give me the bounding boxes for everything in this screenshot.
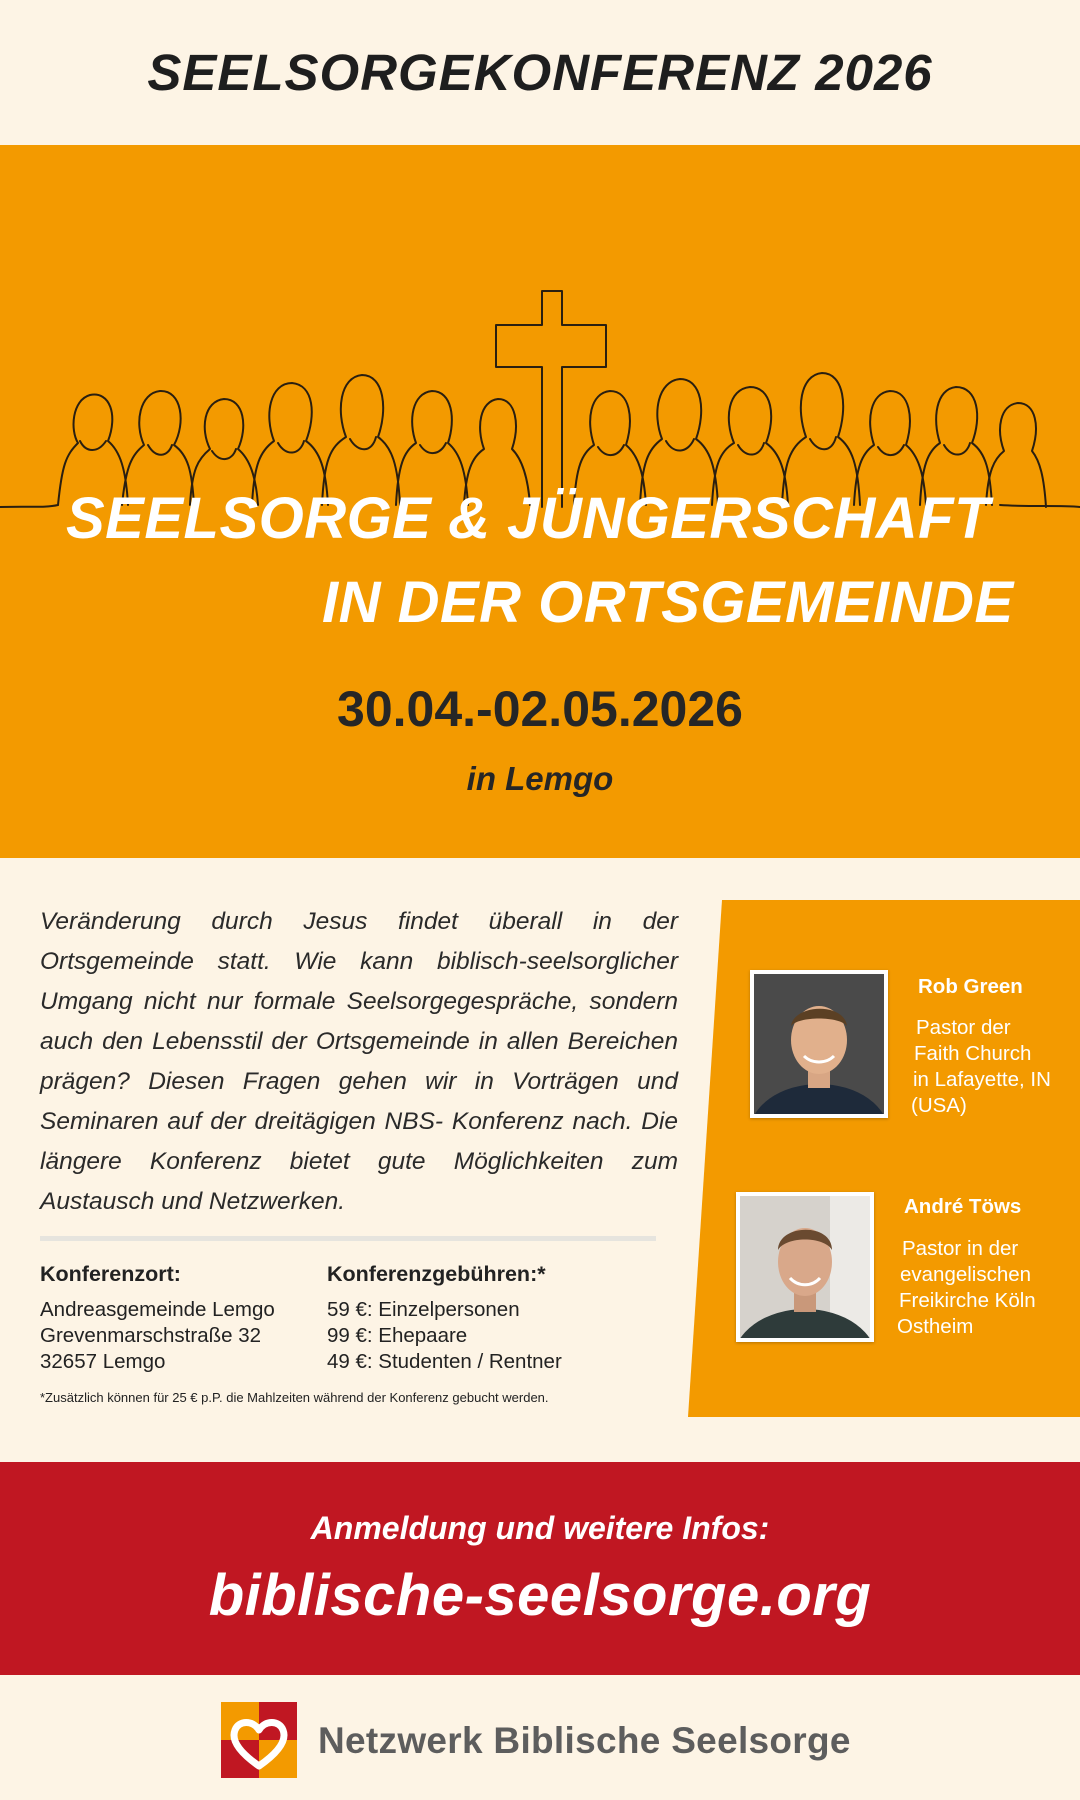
speaker-photo-rob-green: [750, 970, 888, 1118]
page-title: SEELSORGEKONFERENZ 2026: [147, 44, 933, 101]
venue-line: Grevenmarschstraße 32: [40, 1324, 262, 1347]
conference-location: in Lemgo: [466, 760, 614, 797]
speaker-bio-line: in Lafayette, IN: [913, 1068, 1051, 1091]
speaker-bio-line: Faith Church: [914, 1042, 1032, 1065]
speaker-bio-line: Ostheim: [897, 1315, 974, 1338]
organization-footer: [0, 1700, 1080, 1780]
speaker-bio-line: Freikirche Köln: [899, 1289, 1036, 1312]
fee-line: 59 €: Einzelpersonen: [327, 1298, 520, 1321]
intro-text: Veränderung durch Jesus findet überall in der Ortsgemeinde statt. Wie kann biblisch-seelsorglicher Umgang nicht nur formale Seelsorgegespräche, sondern auch den Lebensstil der Ortsgemeinde in allen Bereichen prägen? Diesen Fragen gehen wir in Vorträgen und Seminaren auf der dreitägigen NBS- Konferenz nach. Die längere Konferenz bietet gute Möglichkeiten zum Austausch und Netzwerken.: [40, 908, 678, 1215]
fee-line: 99 €: Ehepaare: [327, 1324, 468, 1347]
speaker-bio-line: Pastor der: [916, 1016, 1011, 1039]
speaker-bio-line: Pastor in der: [902, 1237, 1019, 1260]
fee-line: 49 €: Studenten / Rentner: [327, 1350, 562, 1373]
fees-info: [327, 1262, 667, 1375]
meal-footnote: *Zusätzlich können für 25 € p.P. die Mahlzeiten während der Konferenz gebucht werden.: [40, 1390, 549, 1405]
speaker-photo-andre-toews: [736, 1192, 874, 1342]
hero-banner: [0, 145, 1080, 858]
registration-link[interactable]: biblische-seelsorge.org: [208, 1563, 872, 1628]
heart-cross-logo-icon: [221, 1702, 297, 1778]
registration-label: Anmeldung und weitere Infos:: [310, 1510, 770, 1546]
speaker-name: Rob Green: [918, 975, 1023, 998]
venue-heading: Konferenzort:: [40, 1262, 181, 1286]
venue-info: [40, 1262, 320, 1375]
speaker-bio-line: evangelischen: [900, 1263, 1032, 1286]
organization-name: Netzwerk Biblische Seelsorge: [318, 1720, 851, 1761]
headline-line-1: SEELSORGE & JÜNGERSCHAFT: [66, 486, 990, 551]
fees-heading: Konferenzgebühren:*: [327, 1262, 546, 1286]
headline-line-2: IN DER ORTSGEMEINDE: [322, 570, 1014, 635]
venue-line: Andreasgemeinde Lemgo: [40, 1298, 275, 1321]
conference-dates: 30.04.-02.05.2026: [337, 681, 743, 737]
registration-banner: [0, 1462, 1080, 1675]
speaker-name: André Töws: [904, 1195, 1022, 1218]
venue-line: 32657 Lemgo: [40, 1350, 166, 1373]
divider: [40, 1236, 656, 1241]
speaker-bio-line: (USA): [911, 1094, 967, 1117]
